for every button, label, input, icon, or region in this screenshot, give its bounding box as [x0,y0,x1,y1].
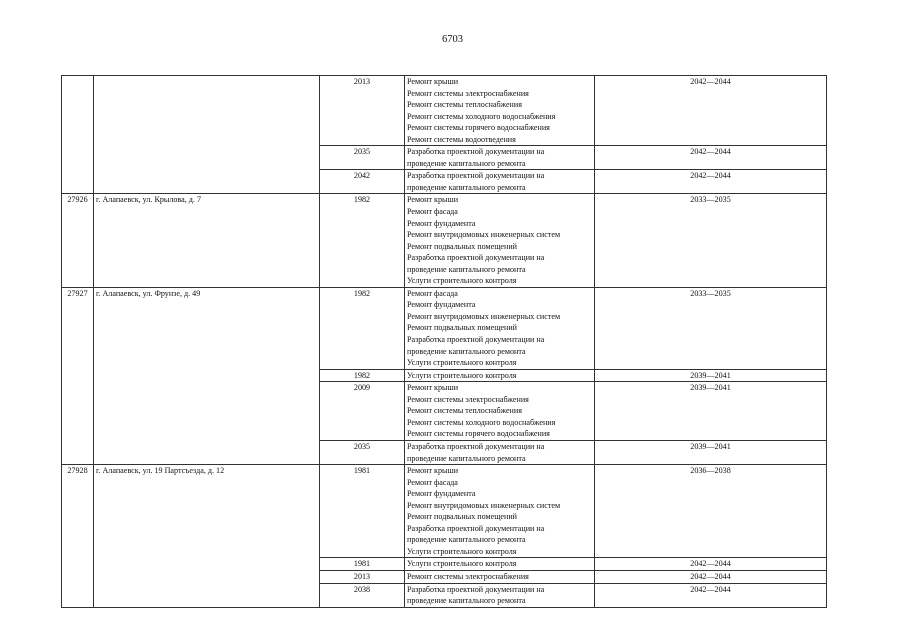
repair-schedule-table [61,75,827,608]
planned-period-cell: 2039—2041 [595,382,827,441]
planned-period-cell: 2039—2041 [595,440,827,464]
work-type-line: проведение капитального ремонта [407,158,526,168]
address-cell: г. Алапаевск, ул. Крылова, д. 7 [94,194,320,287]
work-type-line: Разработка проектной документации на [407,335,545,345]
house-id-cell: 27927 [62,287,94,464]
work-type-line: Ремонт крыши [407,195,459,205]
work-types-cell [405,146,595,170]
address-cell: г. Алапаевск, ул. 19 Партсъезда, д. 12 [94,465,320,608]
work-types-cell [405,369,595,382]
year-cell: 1982 [320,287,405,369]
work-type-line: Ремонт внутридомовых инженерных систем [407,500,561,510]
work-types-cell [405,76,595,146]
year-cell: 2013 [320,570,405,583]
table-row [62,194,827,287]
work-type-line: Разработка проектной документации на [407,441,545,451]
year-cell: 1981 [320,558,405,571]
planned-period-cell: 2033—2035 [595,194,827,287]
work-types-cell [405,170,595,194]
planned-period-cell: 2042—2044 [595,570,827,583]
work-type-line: Услуги строительного контроля [407,559,517,569]
work-type-line: Ремонт системы электроснабжения [407,571,529,581]
work-type-line: Ремонт фундамента [407,218,476,228]
work-types-cell [405,440,595,464]
work-types-cell [405,287,595,369]
work-type-line: Ремонт системы электроснабжения [407,88,529,98]
work-types-cell [405,382,595,441]
work-type-line: Ремонт системы горячего водоснабжения [407,123,550,133]
work-type-line: Ремонт фасада [407,477,458,487]
work-type-line: Разработка проектной документации на [407,584,545,594]
work-types-cell [405,570,595,583]
year-cell: 2042 [320,170,405,194]
planned-period-cell: 2042—2044 [595,558,827,571]
page-number: 6703 [442,34,463,45]
work-types-cell [405,583,595,607]
year-cell: 2035 [320,146,405,170]
planned-period-cell: 2042—2044 [595,583,827,607]
work-type-line: Ремонт системы холодного водоснабжения [407,417,556,427]
year-cell: 1982 [320,194,405,287]
work-type-line: Ремонт фундамента [407,489,476,499]
work-types-cell [405,194,595,287]
work-types-cell [405,465,595,558]
year-cell: 2035 [320,440,405,464]
work-type-line: Ремонт внутридомовых инженерных систем [407,311,561,321]
work-type-line: Ремонт системы теплоснабжения [407,100,522,110]
work-type-line: Ремонт подвальных помещений [407,323,518,333]
work-type-line: Разработка проектной документации на [407,253,545,263]
work-type-line: проведение капитального ремонта [407,535,526,545]
house-id-cell [62,76,94,194]
work-type-line: Ремонт системы горячего водоснабжения [407,429,550,439]
work-type-line: Ремонт подвальных помещений [407,512,518,522]
work-type-line: Ремонт крыши [407,466,459,476]
work-type-line: Разработка проектной документации на [407,171,545,181]
planned-period-cell: 2033—2035 [595,287,827,369]
work-type-line: проведение капитального ремонта [407,453,526,463]
planned-period-cell: 2042—2044 [595,170,827,194]
work-type-line: проведение капитального ремонта [407,346,526,356]
work-type-line: Ремонт подвальных помещений [407,241,518,251]
table-body [62,76,827,608]
address-cell: г. Алапаевск, ул. Фрунзе, д. 49 [94,287,320,464]
planned-period-cell: 2042—2044 [595,146,827,170]
planned-period-cell: 2042—2044 [595,76,827,146]
work-type-line: Ремонт внутридомовых инженерных систем [407,230,561,240]
table-row [62,76,827,146]
table-row [62,287,827,369]
work-type-line: Ремонт системы теплоснабжения [407,406,522,416]
house-id-cell: 27926 [62,194,94,287]
work-type-line: Ремонт системы холодного водоснабжения [407,111,556,121]
work-type-line: Услуги строительного контроля [407,370,517,380]
work-type-line: Услуги строительного контроля [407,358,517,368]
work-type-line: Ремонт фасада [407,207,458,217]
year-cell: 2038 [320,583,405,607]
work-type-line: Услуги строительного контроля [407,546,517,556]
work-type-line: Разработка проектной документации на [407,147,545,157]
year-cell: 1981 [320,465,405,558]
work-type-line: проведение капитального ремонта [407,596,526,606]
work-type-line: Ремонт крыши [407,77,459,86]
address-cell [94,76,320,194]
year-cell: 1982 [320,369,405,382]
planned-period-cell: 2039—2041 [595,369,827,382]
work-type-line: Ремонт крыши [407,383,459,393]
planned-period-cell: 2036—2038 [595,465,827,558]
work-type-line: Ремонт системы электроснабжения [407,394,529,404]
work-type-line: Ремонт фасада [407,288,458,298]
work-types-cell [405,558,595,571]
work-type-line: проведение капитального ремонта [407,264,526,274]
year-cell: 2013 [320,76,405,146]
table-row [62,465,827,558]
work-type-line: Услуги строительного контроля [407,276,517,286]
work-type-line: Разработка проектной документации на [407,523,545,533]
year-cell: 2009 [320,382,405,441]
work-type-line: Ремонт системы водоотведения [407,134,516,144]
work-type-line: Ремонт фундамента [407,300,476,310]
work-type-line: проведение капитального ремонта [407,182,526,192]
house-id-cell: 27928 [62,465,94,608]
